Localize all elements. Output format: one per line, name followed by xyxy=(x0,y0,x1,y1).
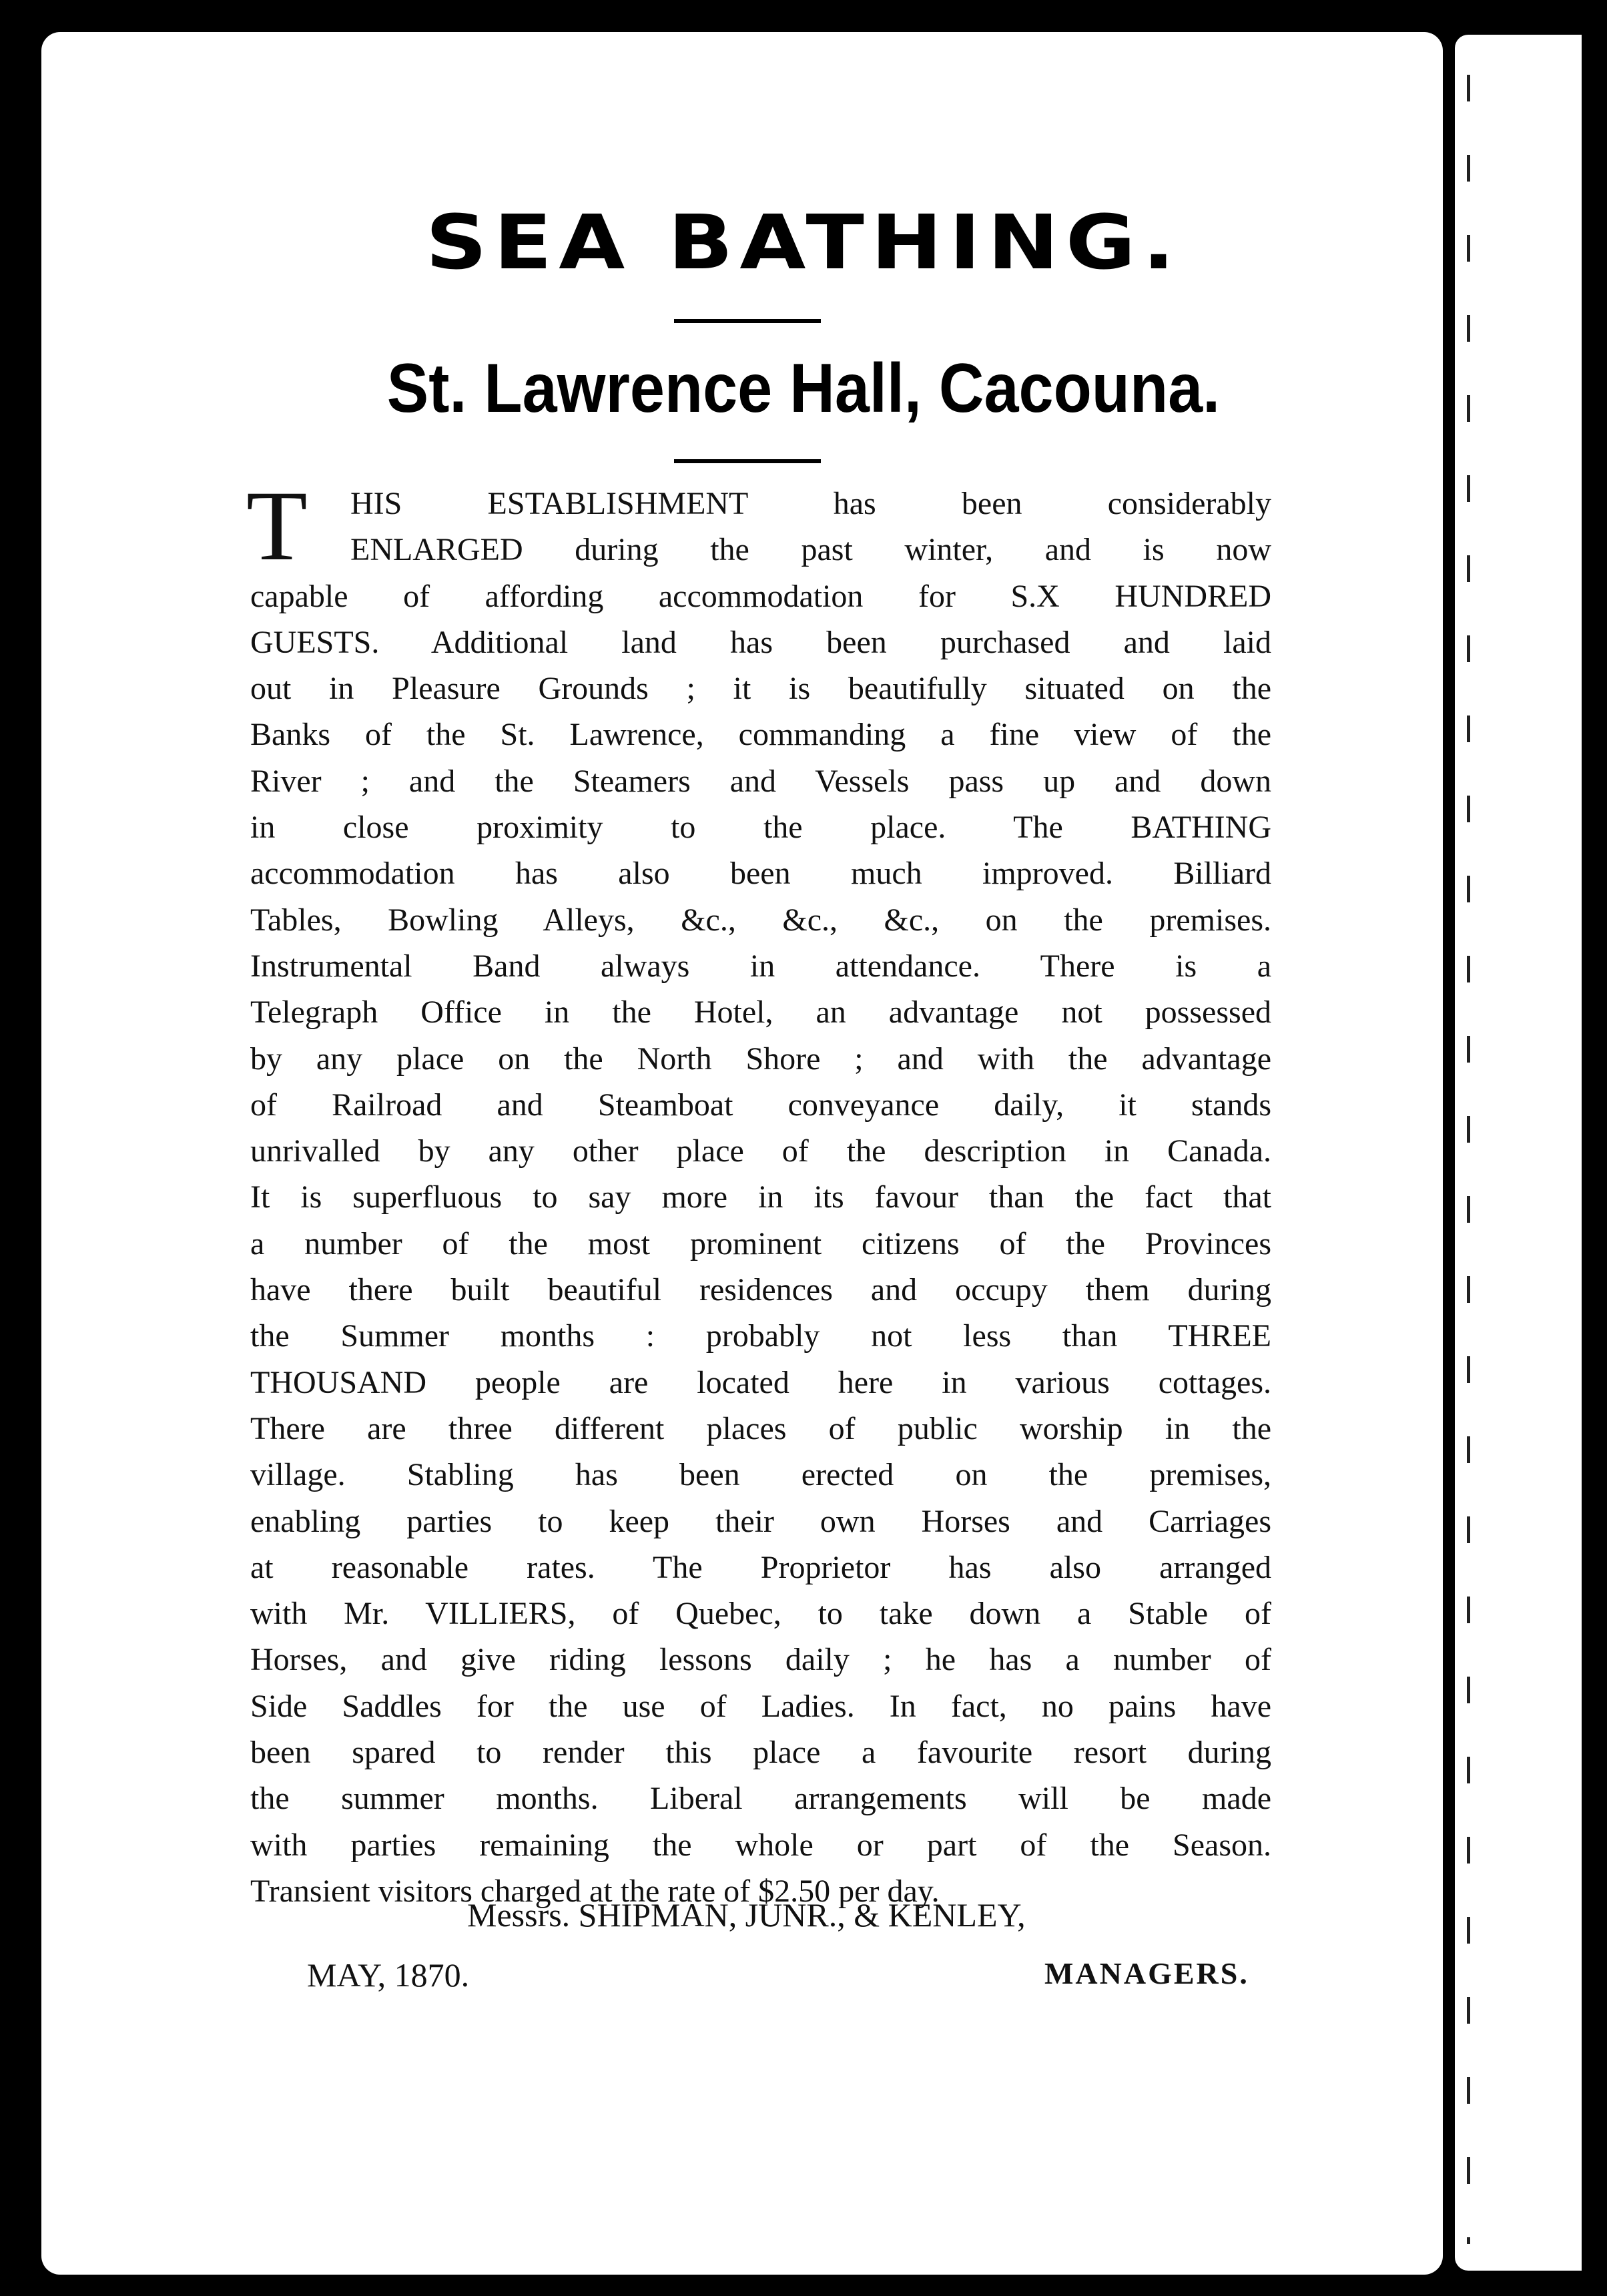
notice-body-line: unrivalled by any other place of the description in Canada. xyxy=(250,1133,1271,1169)
notice-subtitle: St. Lawrence Hall, Cacouna. xyxy=(386,350,1221,427)
notice-body-line: THOUSAND people are located here in various cottages. xyxy=(250,1364,1271,1400)
notice-body-line: Instrumental Band always in attendance. There is a xyxy=(250,948,1271,984)
notice-date: MAY, 1870. xyxy=(307,1956,470,1994)
notice-body-line: GUESTS. Additional land has been purchased and laid xyxy=(250,624,1271,660)
notice-title: SEA BATHING. xyxy=(425,199,1182,287)
notice-body-line: ENLARGED during the past winter, and is now xyxy=(350,532,1271,568)
notice-body-line: at reasonable rates. The Proprietor has also arranged xyxy=(250,1549,1271,1585)
notice-body-line: accommodation has also been much improved. Billiard xyxy=(250,856,1271,892)
notice-body-line: Horses, and give riding lessons daily ; he has a number of xyxy=(250,1642,1271,1678)
notice-body-line: the summer months. Liberal arrangements will be made xyxy=(250,1781,1271,1817)
notice-body-line: of Railroad and Steamboat conveyance daily, it stands xyxy=(250,1087,1271,1123)
notice-body-line: been spared to render this place a favourite resort during xyxy=(250,1735,1271,1771)
notice-body-line: a number of the most prominent citizens of the Provinces xyxy=(250,1225,1271,1261)
notice-body-line: in close proximity to the place. The BATHING xyxy=(250,810,1271,846)
notice-body xyxy=(246,471,1271,1914)
notice-body-line: enabling parties to keep their own Horses and Carriages xyxy=(250,1503,1271,1539)
notice-body-line: Tables, Bowling Alleys, &c., &c., &c., on the premises. xyxy=(250,902,1271,938)
notice-body-line: Side Saddles for the use of Ladies. In fact, no pains have xyxy=(250,1688,1271,1724)
title-divider xyxy=(674,319,821,323)
first-line-text: HIS ESTABLISHMENT has been considerably xyxy=(350,486,1271,521)
notice-body-line: Banks of the St. Lawrence, commanding a fine view of the xyxy=(250,717,1271,753)
notice-body-line: with parties remaining the whole or part of the Season. xyxy=(250,1827,1271,1863)
subtitle-divider xyxy=(674,459,821,463)
notice-body-line: out in Pleasure Grounds ; it is beautifully situated on the xyxy=(250,671,1271,707)
notice-body-line: the Summer months : probably not less than THREE xyxy=(250,1318,1271,1354)
notice-body-line: There are three different places of public worship in the xyxy=(250,1410,1271,1446)
notice-body-line: with Mr. VILLIERS, of Quebec, to take down a Stable of xyxy=(250,1596,1271,1632)
drop-cap: T xyxy=(246,471,308,581)
notice-body-line: have there built beautiful residences and occupy them during xyxy=(250,1272,1271,1308)
notice-body-line: Telegraph Office in the Hotel, an advantage not possessed xyxy=(250,994,1271,1031)
notice-body-line: It is superfluous to say more in its favour than the fact that xyxy=(250,1179,1271,1215)
signer-line: Messrs. SHIPMAN, JUNR., & KENLEY, xyxy=(467,1896,1026,1934)
signer-role: MANAGERS. xyxy=(1044,1956,1249,1990)
notice-body-line: Transient visitors charged at the rate of $2.50 per day. xyxy=(250,1873,940,1909)
notice-body-line: capable of affording accommodation for S.X HUNDRED xyxy=(250,578,1271,614)
notice-body-line: village. Stabling has been erected on the premises, xyxy=(250,1457,1271,1493)
notice-body-line: River ; and the Steamers and Vessels pass up and down xyxy=(250,763,1271,799)
notice-body-line: by any place on the North Shore ; and with the advantage xyxy=(250,1041,1271,1077)
